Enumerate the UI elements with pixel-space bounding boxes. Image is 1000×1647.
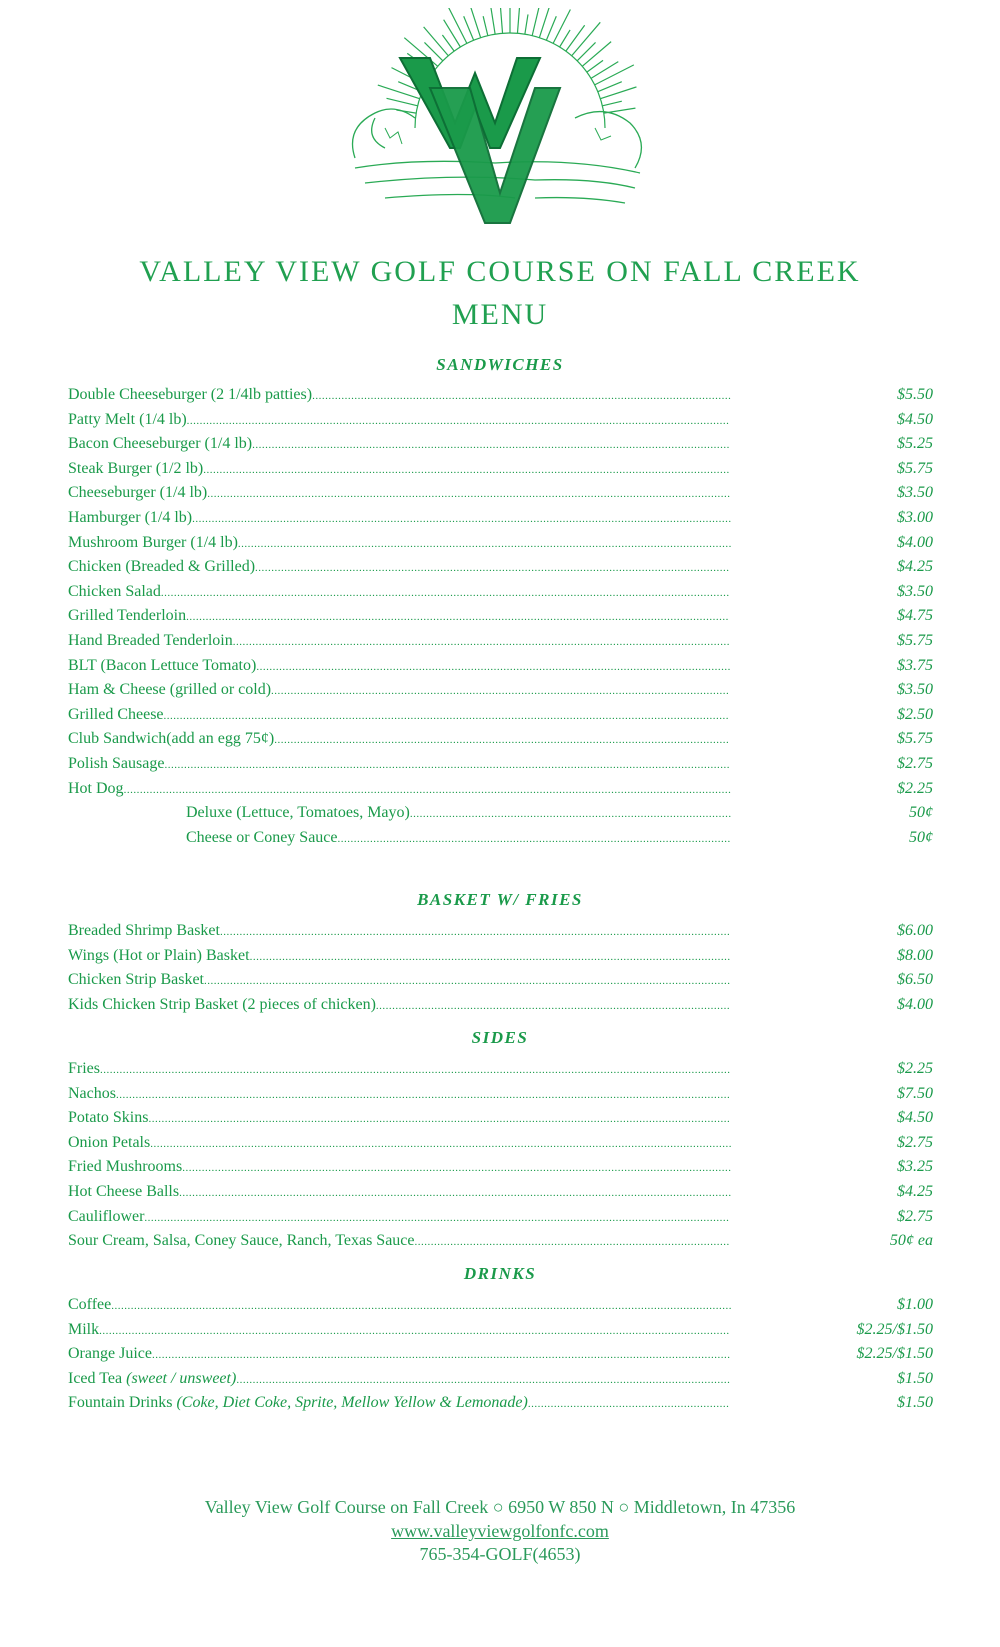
menu-item (68, 1058, 933, 1080)
item-price: $6.50 (897, 971, 933, 989)
leader-dots: ................................................................................................... (409, 808, 732, 821)
item-leader-line (68, 994, 734, 1016)
item-name-text: Bacon Cheeseburger (1/4 lb) (68, 435, 253, 453)
item-name-text: Sour Cream, Salsa, Coney Sauce, Ranch, Texas Sauce (68, 1232, 415, 1250)
item-name-text: Hot Dog (68, 779, 124, 797)
menu-item (186, 802, 933, 824)
item-name-text: Wings (Hot or Plain) Basket (68, 946, 250, 964)
menu-item (68, 556, 933, 578)
leader-dots: .................................................................................................................................................................. (203, 975, 731, 988)
item-leader-line (68, 969, 734, 991)
menu-item (68, 1392, 933, 1414)
leader-dots: ....................................................................................................................................................................... (186, 414, 730, 427)
item-name (68, 1156, 182, 1178)
menu-item (68, 630, 933, 652)
footer-phone: 765-354-GOLF(4653) (419, 1544, 581, 1564)
item-leader-line (68, 753, 734, 775)
leader-dots: ............................................................................................................................................................................................... (111, 1300, 732, 1312)
item-price: $2.50 (897, 705, 933, 723)
leader-dots: .................................................................................................................................................................................................. (100, 1064, 731, 1076)
menu-item (68, 507, 933, 529)
item-name-text: Mushroom Burger (1/4 lb) (68, 533, 238, 551)
menu-item (186, 827, 933, 849)
menu-item (68, 920, 933, 942)
item-price: $3.50 (897, 582, 933, 600)
item-name (68, 482, 207, 504)
leader-dots: ............................................................................................................................................................. (219, 926, 731, 938)
item-name-text: Hand Breaded Tenderloin (68, 632, 233, 649)
item-name (186, 802, 410, 824)
menu-item (68, 1230, 933, 1252)
item-name (68, 994, 376, 1016)
item-name-text: Iced Tea (68, 1369, 127, 1387)
menu-item (68, 945, 933, 967)
item-name (68, 458, 203, 480)
menu-item (68, 605, 933, 627)
menu-item (68, 1319, 933, 1341)
item-price: $1.50 (897, 1369, 933, 1387)
footer-address: Valley View Golf Course on Fall Creek ○ 6950 W 850 N ○ Middletown, In 47356 (204, 1497, 796, 1517)
item-leader-line (186, 802, 734, 824)
menu-item (68, 1083, 933, 1105)
item-name (68, 1392, 528, 1414)
item-leader-line (68, 1392, 734, 1414)
leader-dots: .................................................................................................................................................................................... (144, 1211, 730, 1224)
section-title: BASKET W/ FRIES (417, 890, 583, 909)
menu-item (68, 1206, 933, 1228)
item-name (68, 920, 220, 942)
item-name (68, 581, 161, 603)
menu-item (68, 581, 933, 603)
item-name-text: Cheeseburger (1/4 lb) (68, 484, 208, 502)
item-price: $5.75 (897, 632, 933, 649)
item-leader-line (68, 1107, 734, 1129)
menu-item (68, 994, 933, 1016)
item-price: $5.75 (897, 459, 933, 477)
item-name-text: Fried Mushrooms (68, 1158, 183, 1176)
section-title: SIDES (471, 1028, 529, 1047)
menu-item (68, 532, 933, 554)
menu-item (68, 728, 933, 750)
item-leader-line (68, 581, 734, 603)
item-name (68, 945, 250, 967)
page-title: VALLEY VIEW GOLF COURSE ON FALL CREEK (139, 255, 861, 288)
item-price: $5.75 (897, 730, 933, 748)
item-price: $2.25 (897, 1060, 933, 1077)
menu-item (68, 384, 933, 406)
item-leader-line (68, 507, 734, 529)
menu-item (68, 1156, 933, 1178)
leader-dots: ................................................................................................. (414, 1236, 730, 1249)
item-name (68, 728, 274, 750)
item-name (68, 532, 238, 554)
item-name-text: Cauliflower (68, 1207, 145, 1225)
item-name-text: Orange Juice (68, 1345, 152, 1363)
item-name-text: Milk (68, 1320, 100, 1338)
section-title: DRINKS (463, 1264, 537, 1283)
item-name (68, 655, 256, 677)
item-name-text: Patty Melt (1/4 lb) (68, 410, 187, 428)
item-leader-line (68, 1181, 734, 1203)
item-leader-line (68, 605, 734, 627)
menu-item (68, 704, 933, 726)
item-price: $4.00 (897, 533, 933, 551)
item-price: $4.50 (897, 410, 933, 428)
item-leader-line (68, 482, 734, 504)
item-price: $2.75 (897, 1133, 933, 1151)
item-note: (Coke, Diet Coke, Sprite, Mellow Yellow & Lemonade) (176, 1394, 528, 1412)
section-title: SANDWICHES (436, 355, 564, 374)
item-name-text: Onion Petals (68, 1133, 151, 1151)
leader-dots: .............................................................................................................................................................................. (163, 709, 730, 722)
item-name-text: Club Sandwich(add an egg 75¢) (68, 730, 275, 748)
menu-item (68, 1132, 933, 1154)
item-leader-line (68, 1230, 734, 1252)
item-price: 50¢ ea (889, 1232, 933, 1250)
menu-item (68, 778, 933, 800)
item-leader-line (68, 1058, 734, 1080)
menu-item (68, 753, 933, 775)
leader-dots: ................................................................................................................................................... (252, 439, 730, 452)
item-name (68, 679, 271, 701)
leader-dots: .................................................................................................................................................................. (203, 463, 730, 476)
menu-item (68, 1343, 933, 1365)
item-price: $4.00 (897, 995, 933, 1013)
item-name-text: Cheese or Coney Sauce (186, 828, 338, 846)
leader-dots: ................................................................................................................................................................................... (150, 1137, 732, 1150)
item-leader-line (68, 1083, 734, 1105)
leader-dots: .................................................................................................................................................... (249, 950, 731, 963)
item-price: $3.50 (897, 484, 933, 502)
item-name-text: Kids Chicken Strip Basket (2 pieces of chicken) (68, 995, 376, 1013)
leader-dots: ................................................................................................................................................................. (207, 488, 731, 501)
item-leader-line (68, 556, 734, 578)
item-price: 50¢ (909, 828, 933, 846)
item-name (68, 704, 164, 726)
item-price: $1.00 (897, 1296, 933, 1313)
leader-dots: .............................................................................................................................................................................. (164, 759, 730, 771)
item-leader-line (68, 1343, 734, 1365)
item-price: $4.50 (897, 1109, 933, 1127)
leader-dots: ............................................................................................................................................ (274, 734, 730, 747)
item-name (68, 1206, 144, 1228)
item-leader-line (68, 1156, 734, 1178)
item-leader-line (68, 1368, 734, 1390)
item-name-text: Chicken Salad (68, 582, 161, 600)
item-price: $4.25 (897, 558, 933, 576)
item-leader-line (68, 384, 734, 406)
item-name-text: Fries (68, 1060, 100, 1077)
menu-item (68, 409, 933, 431)
leader-dots: ........................................................................................................................................................................................... (123, 783, 732, 796)
item-price: $2.25/$1.50 (856, 1345, 933, 1363)
item-note: (sweet / unsweet) (126, 1369, 237, 1387)
item-price: $4.25 (897, 1183, 933, 1200)
item-name (186, 827, 338, 849)
page-subtitle: MENU (451, 298, 549, 331)
item-name-text: Breaded Shrimp Basket (68, 922, 220, 939)
item-leader-line (68, 630, 734, 652)
leader-dots: ........................................................................................................................................................ (236, 1373, 731, 1386)
menu-item (68, 458, 933, 480)
item-price: $2.25/$1.50 (856, 1320, 933, 1338)
item-name (68, 778, 124, 800)
item-name (68, 1294, 111, 1316)
item-leader-line (68, 778, 734, 800)
item-name (68, 1107, 148, 1129)
menu-item (68, 433, 933, 455)
item-name-text: Grilled Cheese (68, 705, 164, 723)
item-name-text: BLT (Bacon Lettuce Tomato) (68, 656, 257, 674)
leader-dots: ......................................................................................................................... (337, 832, 731, 845)
item-name (68, 507, 192, 529)
item-name (68, 433, 252, 455)
item-price: $2.75 (897, 755, 933, 772)
item-name-text: Double Cheeseburger (2 1/4lb patties) (68, 386, 313, 403)
item-name (68, 1343, 152, 1365)
item-leader-line (68, 1206, 734, 1228)
item-leader-line (68, 458, 734, 480)
leader-dots: .............................................................. (527, 1398, 730, 1411)
item-name-text: Chicken (Breaded & Grilled) (68, 558, 256, 576)
item-price: $3.50 (897, 681, 933, 699)
item-price: $8.00 (897, 946, 933, 964)
item-price: $4.75 (897, 607, 933, 625)
leader-dots: .................................................................................................................................................................................................. (99, 1324, 730, 1337)
item-price: $3.75 (897, 656, 933, 674)
item-leader-line (68, 655, 734, 677)
leader-dots: ......................................................................................................................................................................... (182, 1162, 732, 1175)
item-price: $6.00 (897, 922, 933, 939)
item-price: $5.50 (897, 386, 933, 403)
leader-dots: ........................................................................................................................................................ (237, 537, 732, 550)
item-name (68, 1230, 415, 1252)
item-price: $2.75 (897, 1207, 933, 1225)
item-leader-line (68, 728, 734, 750)
item-name-text: Grilled Tenderloin (68, 607, 187, 625)
leader-dots: ............................................................................................................................................. (271, 685, 730, 698)
item-leader-line (68, 920, 734, 942)
item-name (68, 1058, 100, 1080)
item-name (68, 1181, 179, 1203)
leader-dots: .................................................................................................................................................. (256, 660, 731, 673)
leader-dots: .................................................................................................................................................................................. (151, 1349, 731, 1362)
item-price: $1.50 (897, 1394, 933, 1412)
menu-item (68, 1181, 933, 1203)
leader-dots: ............................................................................................................................................................................... (160, 586, 730, 599)
leader-dots: .................................................................................................................................................. (255, 562, 730, 575)
leader-dots: ................................................................................................................................................................................... (148, 1113, 731, 1126)
item-leader-line (68, 1319, 734, 1341)
item-name (68, 556, 255, 578)
item-name-text: Ham & Cheese (grilled or cold) (68, 681, 272, 699)
item-name-text: Coffee (68, 1296, 112, 1313)
item-name (68, 605, 186, 627)
leader-dots: ...................................................................................................................................................................... (192, 513, 732, 525)
item-leader-line (68, 532, 734, 554)
item-name-text: Fountain Drinks (68, 1394, 177, 1412)
item-name (68, 969, 204, 991)
menu-item (68, 1368, 933, 1390)
item-name-text: Hot Cheese Balls (68, 1183, 180, 1200)
valley-view-logo (335, 8, 660, 250)
item-name (68, 384, 312, 406)
menu-item (68, 679, 933, 701)
item-name-text: Chicken Strip Basket (68, 971, 204, 989)
item-name-text: Polish Sausage (68, 755, 165, 772)
item-leader-line (68, 945, 734, 967)
menu-item (68, 969, 933, 991)
item-name (68, 630, 233, 652)
leader-dots: ......................................................................................................................................................... (232, 636, 730, 648)
leader-dots: ............................................................................................................................................................................................. (115, 1088, 731, 1101)
item-leader-line (68, 1294, 734, 1316)
menu-item (68, 655, 933, 677)
item-price: $3.00 (897, 509, 933, 526)
item-price: $7.50 (897, 1084, 933, 1102)
item-name-text: Potato Skins (68, 1109, 149, 1127)
menu-item (68, 482, 933, 504)
item-name-text: Hamburger (1/4 lb) (68, 509, 193, 526)
leader-dots: ....................................................................................................................................................................... (186, 611, 729, 624)
item-price: $3.25 (897, 1158, 933, 1176)
item-leader-line (68, 409, 734, 431)
item-name (68, 1319, 99, 1341)
menu-item (68, 1294, 933, 1316)
leader-dots: ................................................................................................................................. (312, 390, 732, 402)
website-link[interactable]: www.valleyviewgolfonfc.com (391, 1521, 609, 1541)
item-name-text: Deluxe (Lettuce, Tomatoes, Mayo) (186, 804, 410, 822)
item-leader-line (68, 704, 734, 726)
item-leader-line (68, 1132, 734, 1154)
item-price: 50¢ (909, 804, 933, 822)
item-name-text: Steak Burger (1/2 lb) (68, 459, 204, 477)
item-name (68, 409, 187, 431)
item-leader-line (186, 827, 734, 849)
item-leader-line (68, 433, 734, 455)
item-name (68, 1083, 116, 1105)
item-name (68, 1368, 236, 1390)
item-price: $5.25 (897, 435, 933, 453)
item-name (68, 753, 164, 775)
item-name (68, 1132, 150, 1154)
leader-dots: .......................................................................................................................................................................... (179, 1187, 732, 1199)
item-name-text: Nachos (68, 1084, 116, 1102)
leader-dots: ............................................................................................................. (375, 999, 731, 1012)
menu-item (68, 1107, 933, 1129)
item-price: $2.25 (897, 779, 933, 797)
item-leader-line (68, 679, 734, 701)
